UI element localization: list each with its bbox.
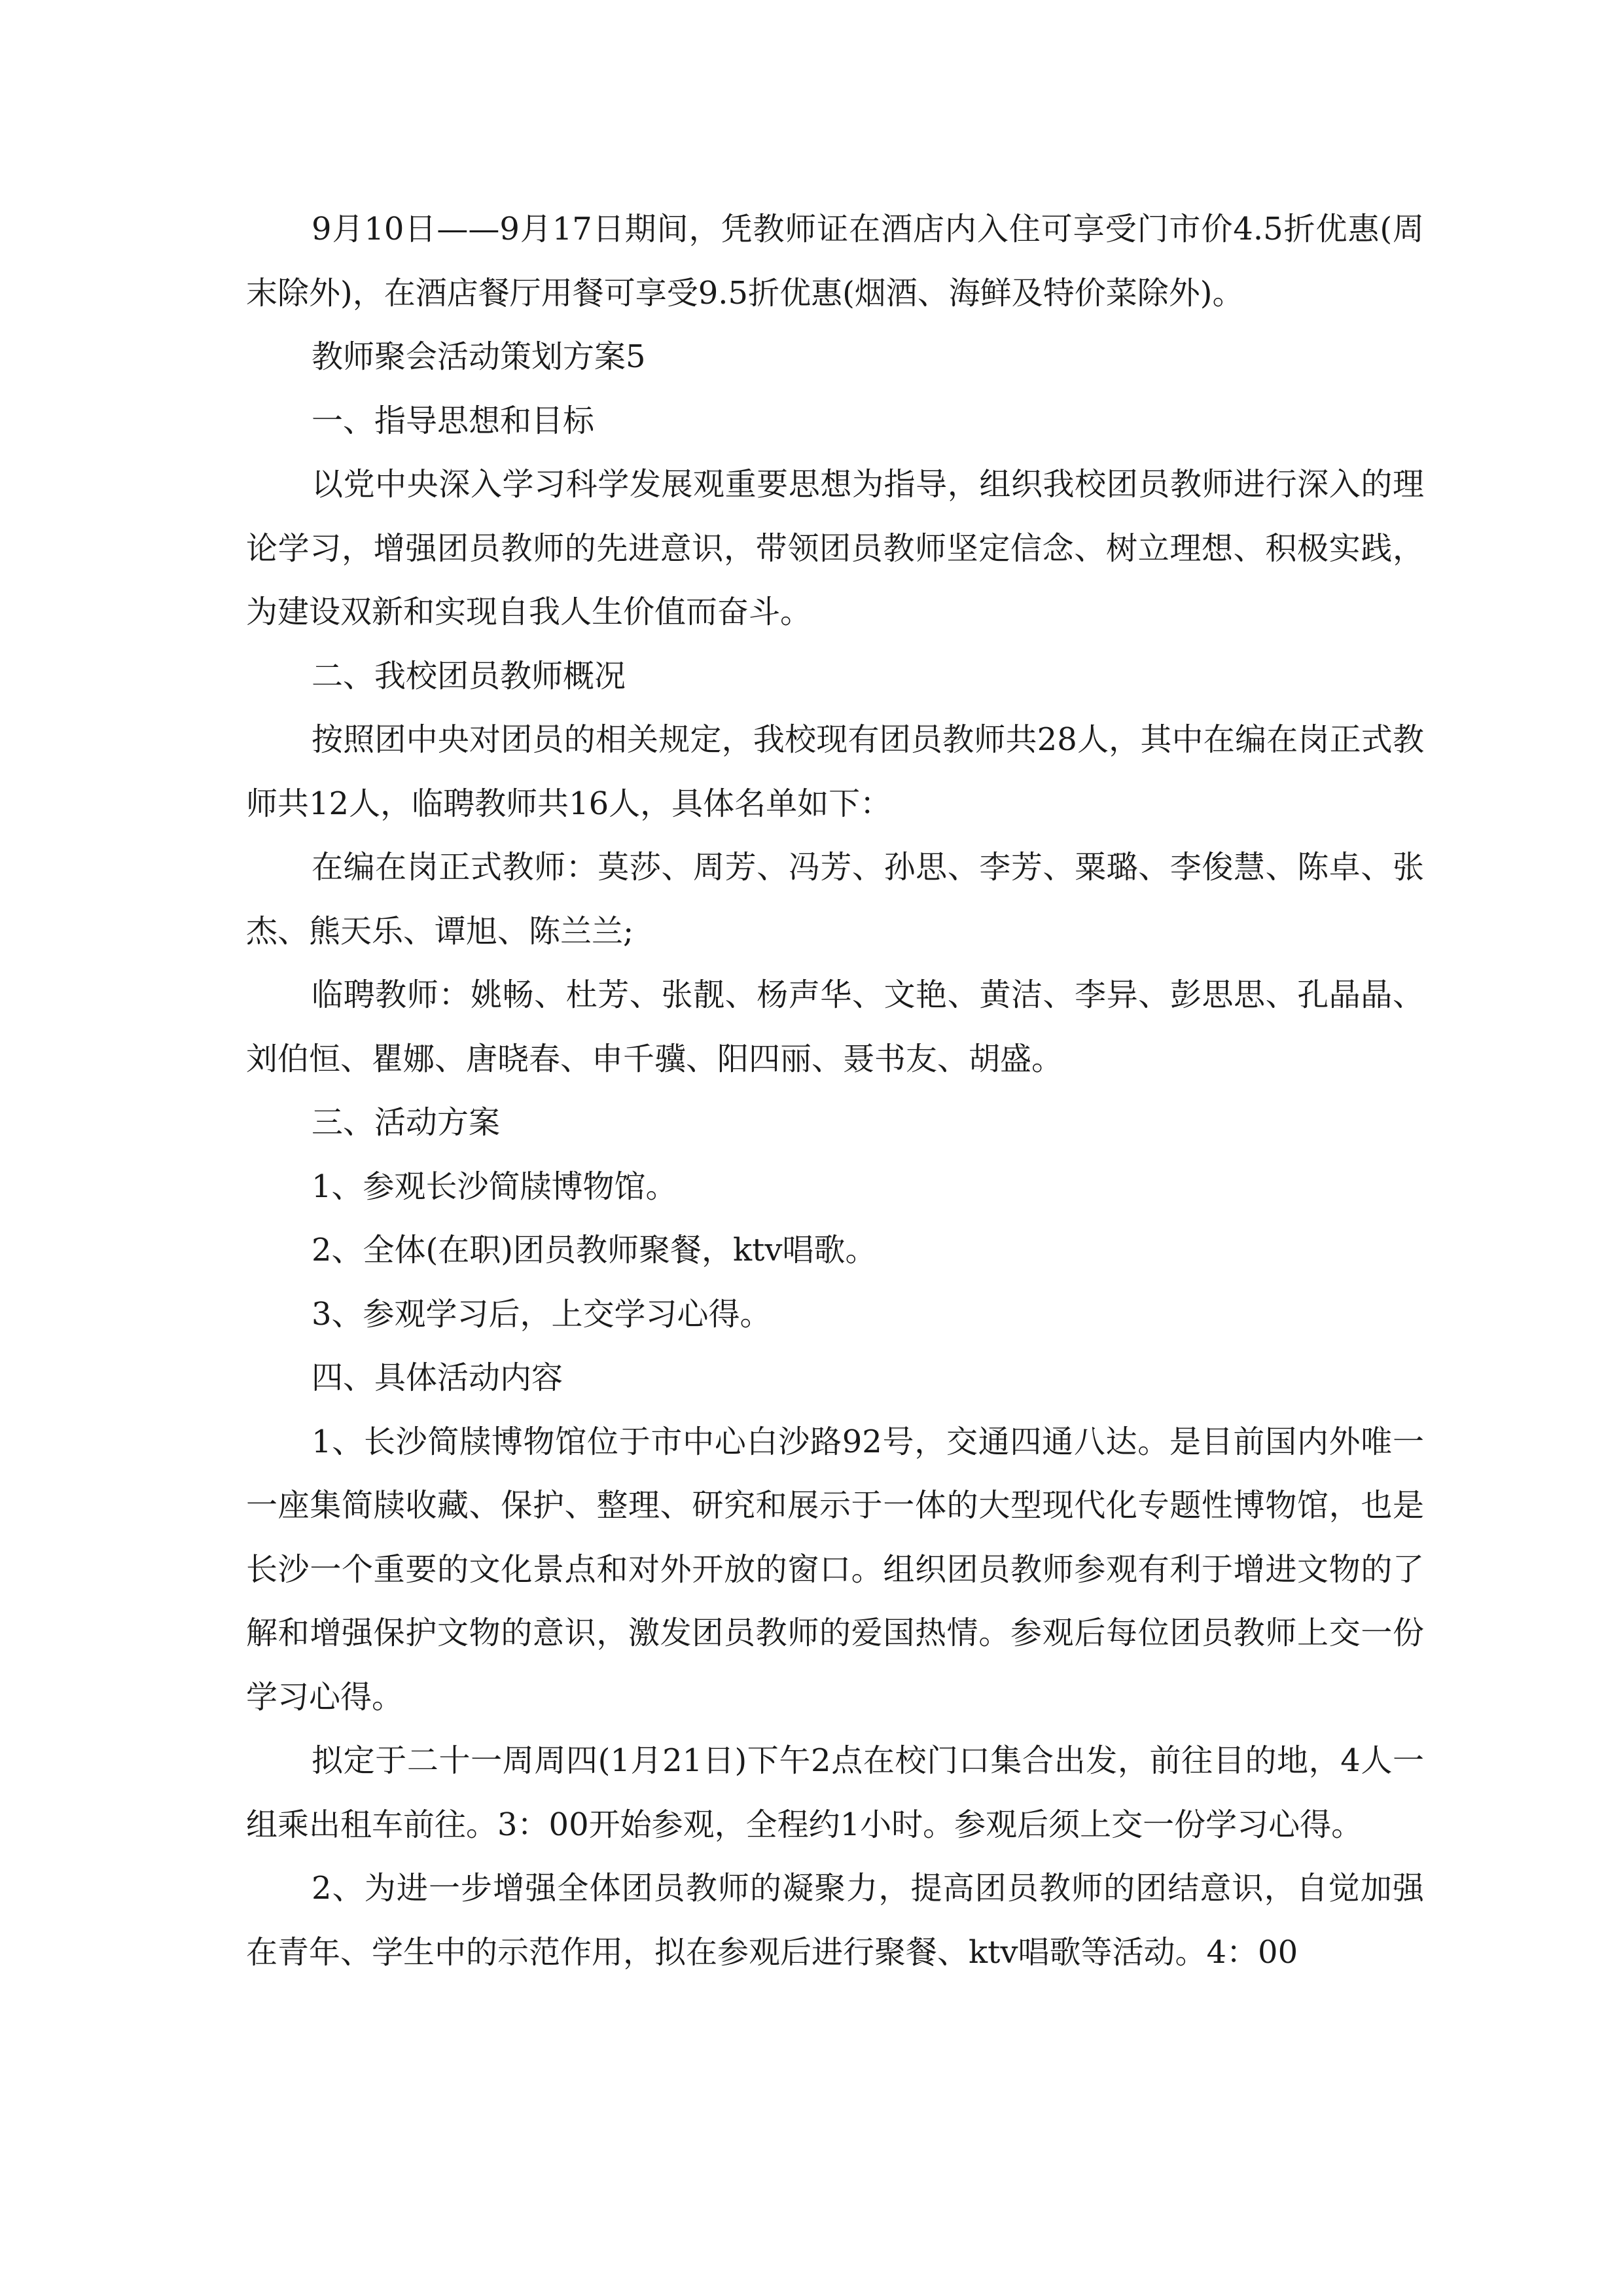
paragraph-teacher-overview: 按照团中央对团员的相关规定，我校现有团员教师共28人，其中在编在岗正式教师共12人，临聘教师共16人，具体名单如下：	[246, 721, 1424, 822]
list-item-museum-visit: 1、参观长沙简牍博物馆。	[312, 1168, 677, 1205]
paragraph-discount: 9月10日——9月17日期间，凭教师证在酒店内入住可享受门市价4.5折优惠(周末除外)，在酒店餐厅用餐可享受9.5折优惠(烟酒、海鲜及特价菜除外)。	[246, 211, 1424, 312]
heading-teacher-overview: 二、我校团员教师概况	[312, 657, 626, 694]
list-item-dinner-ktv: 2、全体(在职)团员教师聚餐，ktv唱歌。	[312, 1232, 877, 1268]
paragraph-dinner-detail: 2、为进一步增强全体团员教师的凝聚力，提高团员教师的团结意识，自觉加强在青年、学生中的示范作用，拟在参观后进行聚餐、ktv唱歌等活动。4：00	[246, 1870, 1424, 1971]
paragraph-formal-teachers: 在编在岗正式教师：莫莎、周芳、冯芳、孙思、李芳、粟璐、李俊慧、陈卓、张杰、熊天乐、谭旭、陈兰兰;	[246, 849, 1424, 950]
list-item-study-report: 3、参观学习后，上交学习心得。	[312, 1295, 772, 1333]
section-title-plan-5: 教师聚会活动策划方案5	[312, 338, 646, 375]
heading-activity-content: 四、具体活动内容	[312, 1359, 563, 1396]
paragraph-contract-teachers: 临聘教师：姚畅、杜芳、张靓、杨声华、文艳、黄洁、李异、彭思思、孔晶晶、刘伯恒、瞿娜、唐晓春、申千骥、阳四丽、聂书友、胡盛。	[246, 977, 1424, 1077]
paragraph-guiding-ideology: 以党中央深入学习科学发展观重要思想为指导，组织我校团员教师进行深入的理论学习，增强团员教师的先进意识，带领团员教师坚定信念、树立理想、积极实践，为建设双新和实现自我人生价值而奋斗。	[246, 466, 1424, 630]
paragraph-schedule: 拟定于二十一周周四(1月21日)下午2点在校门口集合出发，前往目的地，4人一组乘出租车前往。3：00开始参观，全程约1小时。参观后须上交一份学习心得。	[246, 1742, 1424, 1843]
paragraph-museum-detail: 1、长沙简牍博物馆位于市中心白沙路92号，交通四通八达。是目前国内外唯一一座集简牍收藏、保护、整理、研究和展示于一体的大型现代化专题性博物馆，也是长沙一个重要的文化景点和对外开放的窗口。组织团员教师参观有利于增进文物的了解和增强保护文物的意识，激发团员教师的爱国热情。参观后每位团员教师上交一份学习心得。	[246, 1423, 1424, 1715]
document-body	[246, 198, 1424, 1984]
heading-activity-plan: 三、活动方案	[312, 1104, 501, 1141]
heading-guiding-ideology: 一、指导思想和目标	[312, 402, 595, 439]
